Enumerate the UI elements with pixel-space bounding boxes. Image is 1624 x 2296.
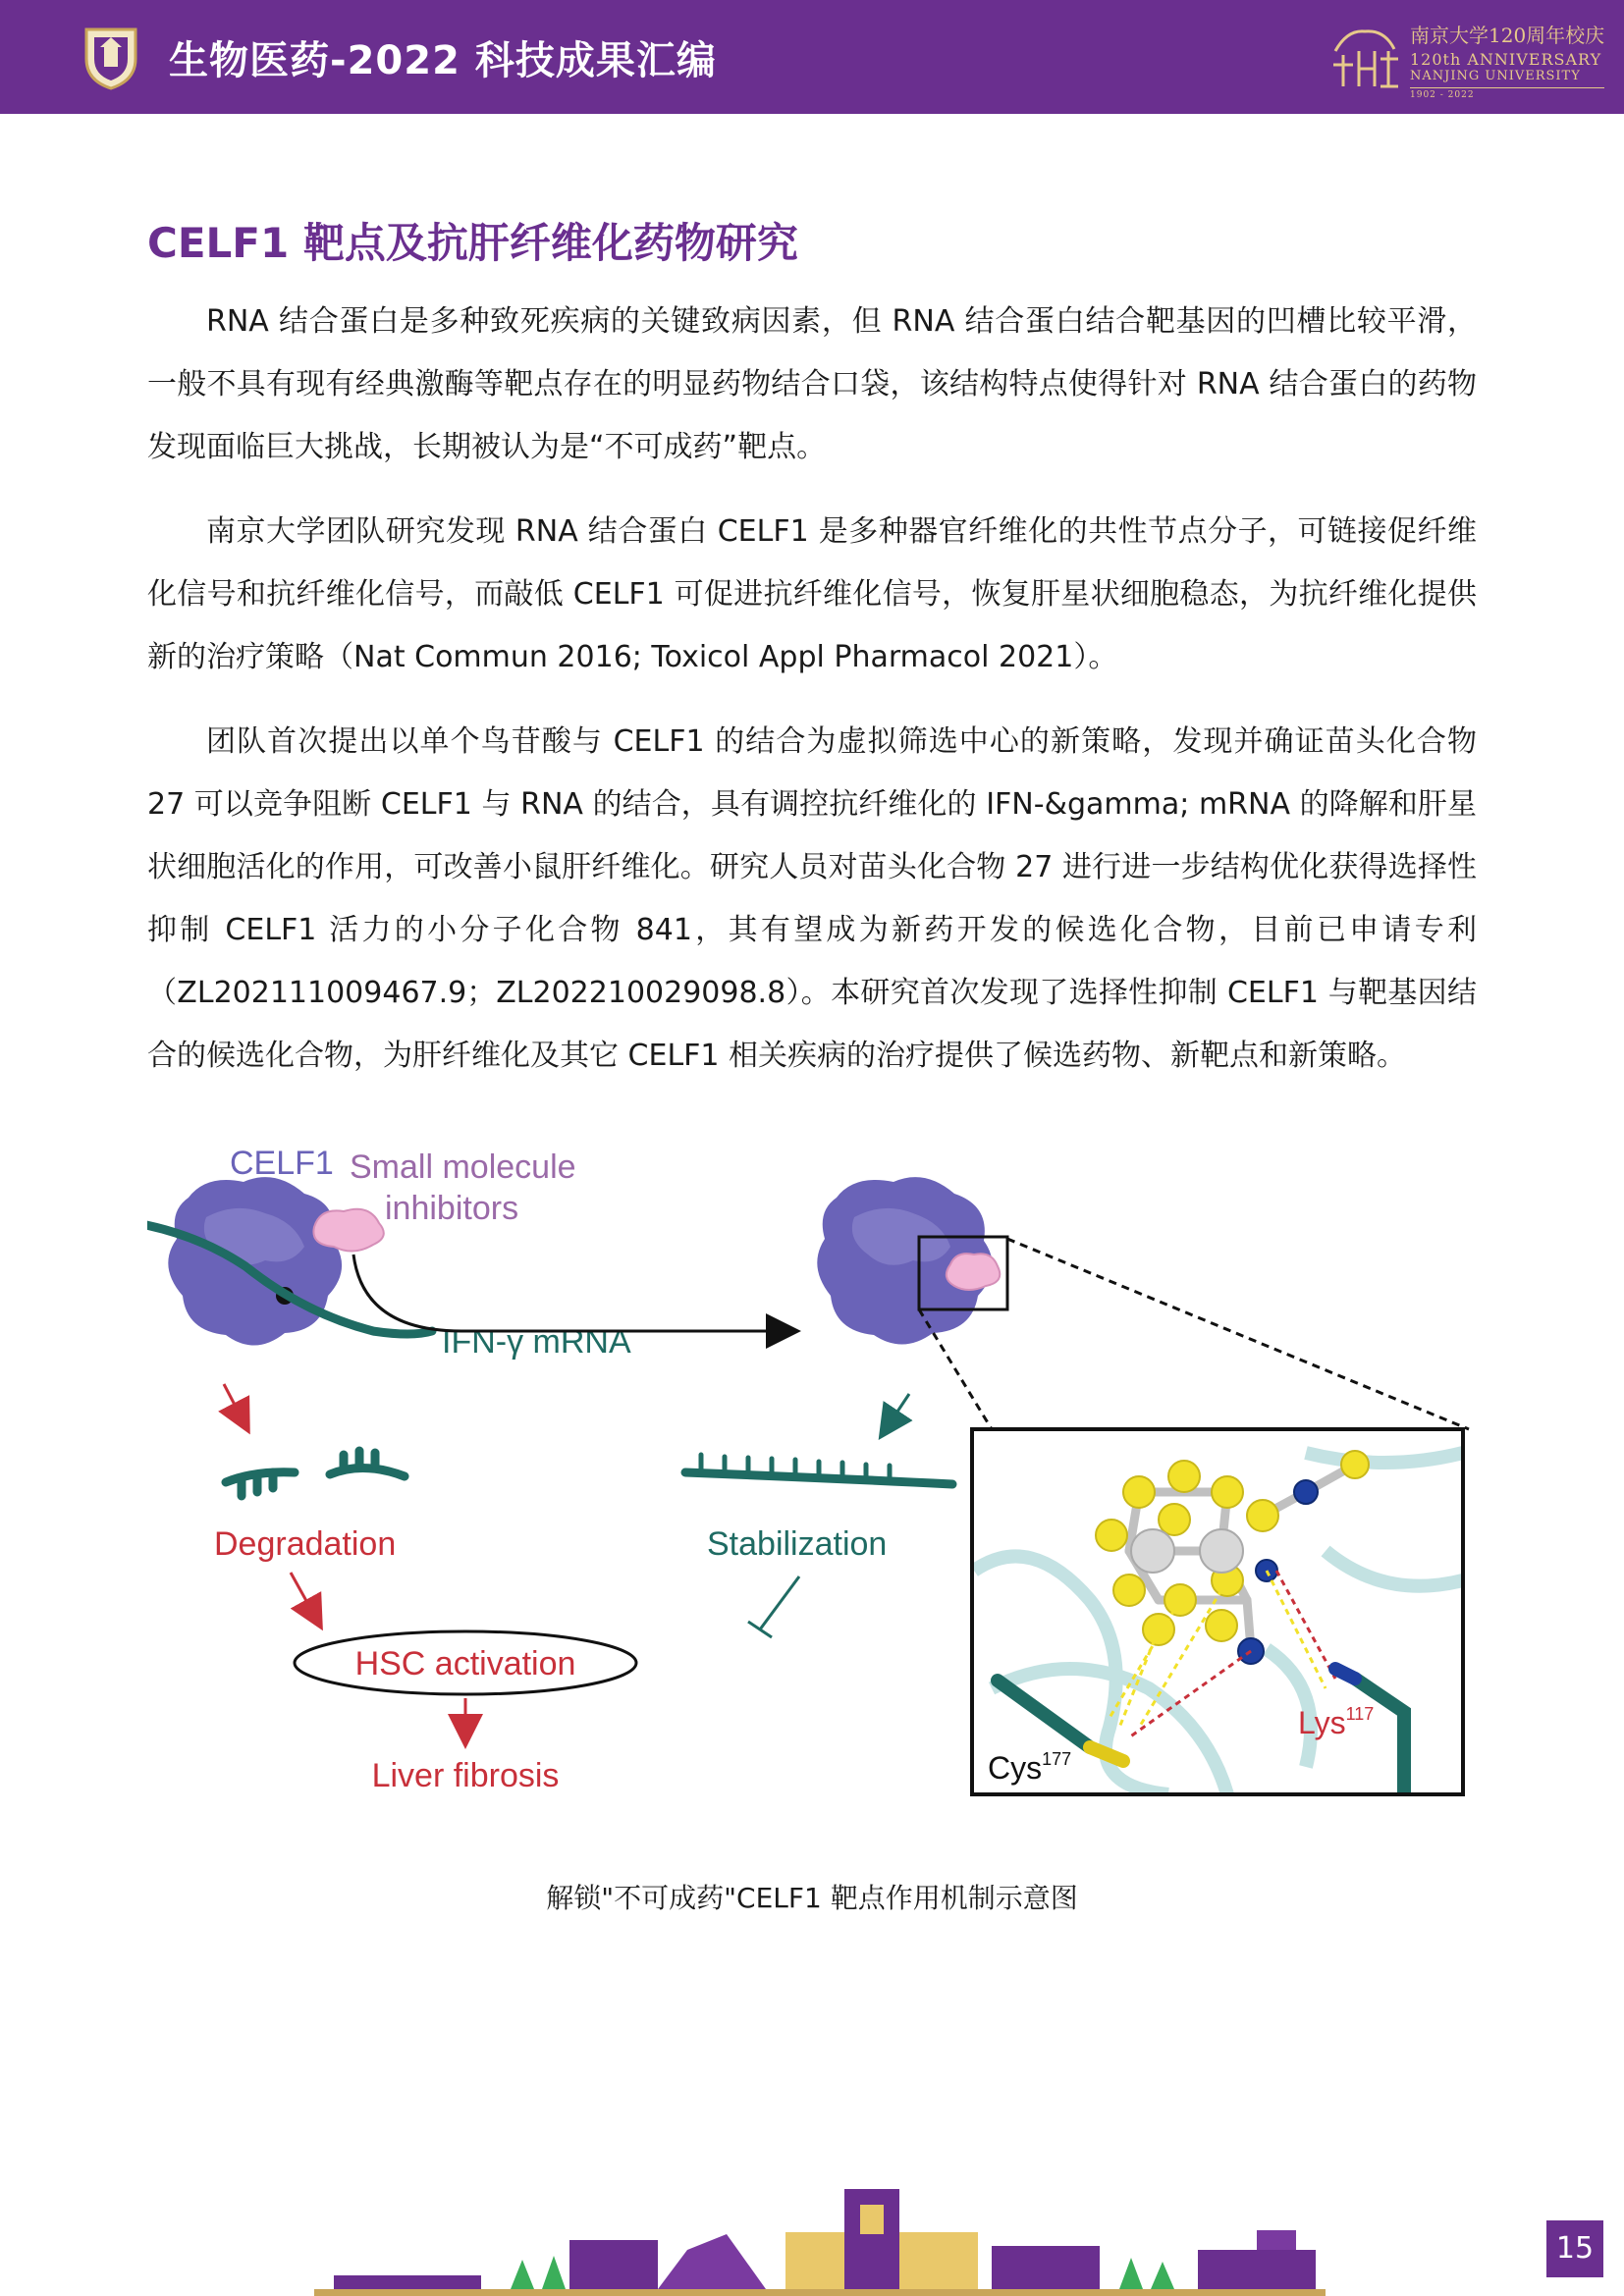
- inhibit-line-to-hsc: [760, 1576, 799, 1629]
- anniversary-line-2: 120th ANNIVERSARY: [1410, 50, 1602, 69]
- inhibit-bar: [748, 1622, 772, 1637]
- inhibitor-label-1: Small molecule: [350, 1148, 576, 1186]
- arrow-to-hsc: [291, 1573, 320, 1626]
- page-title: CELF1 靶点及抗肝纤维化药物研究: [147, 219, 798, 267]
- arrow-to-stabilization: [882, 1394, 909, 1435]
- celf1-label: CELF1: [230, 1145, 334, 1182]
- mechanism-figure: [147, 1139, 1477, 1865]
- campus-skyline-illustration: [314, 2181, 1326, 2296]
- cys-label-text: Cys: [988, 1750, 1043, 1786]
- page-header: [0, 0, 1624, 114]
- page-number: 15: [1546, 2220, 1603, 2277]
- inhibitor-molecule-icon: [313, 1209, 383, 1252]
- zoom-line-top: [1007, 1239, 1469, 1429]
- anniversary-line-1: 南京大学120周年校庆: [1410, 24, 1605, 47]
- inhibition-arrow: [353, 1255, 795, 1331]
- arrow-to-degradation: [224, 1384, 247, 1429]
- mrna-label: IFN-γ mRNA: [442, 1323, 631, 1361]
- stabilized-mrna: [685, 1455, 952, 1484]
- paragraph-1: RNA 结合蛋白是多种致死疾病的关键致病因素，但 RNA 结合蛋白结合靶基因的凹槽比较平滑，一般不具有现有经典激酶等靶点存在的明显药物结合口袋，该结构特点使得针对 RNA 结合蛋白的药物发现面临巨大挑战，长期被认为是“不可成药”靶点。: [147, 304, 1477, 464]
- stabilization-label: Stabilization: [707, 1525, 888, 1563]
- anniversary-text: [1410, 20, 1604, 100]
- binding-site-panel: [972, 1429, 1463, 1794]
- paragraph-2: 南京大学团队研究发现 RNA 结合蛋白 CELF1 是多种器官纤维化的共性节点分子，可链接促纤维化信号和抗纤维化信号，而敲低 CELF1 可促进抗纤维化信号，恢复肝星状细胞稳态，为抗纤维化提供新的治疗策略（Nat Commun 2016; Toxicol Appl Pharmacol 2021）。: [147, 514, 1477, 674]
- cys-superscript: 177: [1042, 1749, 1072, 1769]
- degradation-label: Degradation: [214, 1525, 397, 1563]
- anniversary-line-4: 1902 - 2022: [1410, 87, 1604, 100]
- celf1-protein-left: [168, 1177, 342, 1345]
- figure-caption: 解锁"不可成药"CELF1 靶点作用机制示意图: [546, 1882, 1078, 1914]
- celf1-protein-right: [817, 1177, 1007, 1344]
- liver-fibrosis-label: Liver fibrosis: [371, 1757, 560, 1794]
- paragraph-3: 团队首次提出以单个鸟苷酸与 CELF1 的结合为虚拟筛选中心的新策略，发现并确证苗头化合物 27 可以竞争阻断 CELF1 与 RNA 的结合，具有调控抗纤维化的 IFN-&gamma; mRNA 的降解和肝星状细胞活化的作用，可改善小鼠肝纤维化。研究人员对苗头化合物 27 进行进一步结构优化获得选择性抑制 CELF1 活力的小分子化合物 841，其有望成为新药开发的候选化合物，目前已申请专利（ZL202111009467.9；ZL202210029098.8）。本研究首次发现了选择性抑制 CELF1 与靶基因结合的候选化合物，为肝纤维化及其它 CELF1 相关疾病的治疗提供了候选药物、新靶点和新策略。: [147, 724, 1477, 1073]
- lys-label-text: Lys: [1298, 1705, 1346, 1740]
- inhibitor-label-2: inhibitors: [385, 1190, 519, 1227]
- anniversary-logo-icon: [1326, 22, 1404, 96]
- header-title: 生物医药-2022 科技成果汇编: [169, 38, 717, 83]
- lys-superscript: 117: [1345, 1704, 1375, 1724]
- degraded-mrna-fragments: [226, 1451, 405, 1496]
- university-emblem-icon: [82, 24, 139, 90]
- hsc-activation-label: HSC activation: [354, 1645, 576, 1682]
- anniversary-line-3: NANJING UNIVERSITY: [1410, 69, 1581, 83]
- body-text: [147, 291, 1477, 1109]
